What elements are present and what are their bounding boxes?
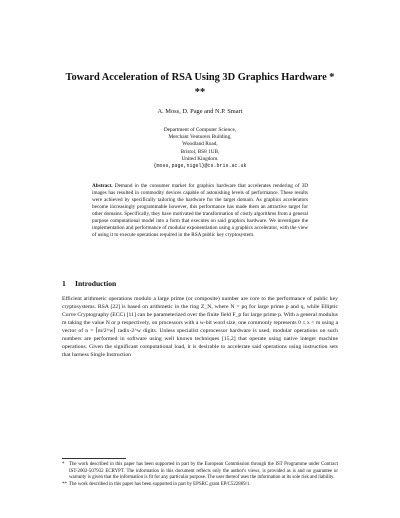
footnotes xyxy=(62,462,338,489)
abstract-text: Demand in the consumer market for graphics hardware that accelerates rendering of 3D images has resulted in commodity devices capable of astonishing levels of performance. These results were achieved by specifically tailoring the hardware for the target domain. As graphics accelerators become increasingly programmable however, this performance has made them an attractive target for other domains. Specifically, they have motivated the transformation of costly algorithms from a general purpose computational model into a form that executes on said graphics hardware. We investigate the implementation and performance of modular exponentiation using a graphics accelerator, with the view of using it to execute operations required in the RSA public key cryptosystem. xyxy=(92,183,309,239)
footnote-text: The work described in this paper has been supported in part by the European Commission through the IST Programme under Contract IST-2002-507932 ECRYPT. The information in this document reflects only the author's views, is provided as is and no guarantee or warranty is given that the information is fit for any particular purpose. The user thereof uses the information at its sole risk and liability. xyxy=(69,462,338,481)
affiliation-line: Bristol, BS8 1UB, xyxy=(180,148,220,155)
affiliation-line: Woodland Road, xyxy=(182,141,218,148)
abstract xyxy=(92,183,308,239)
abstract-label: Abstract. xyxy=(92,183,113,189)
affiliation-line: Merchant Venturers Building, xyxy=(168,134,232,141)
footnote-divider xyxy=(62,458,126,459)
affiliation-line: Department of Computer Science, xyxy=(163,127,237,133)
affiliation-line: United Kingdom. xyxy=(181,155,219,162)
section-title: Introduction xyxy=(75,279,117,288)
author-list: A. Moss, D. Page and N.P. Smart xyxy=(157,108,243,115)
author-email: {moss,page,nigel}@cs.bris.ac.uk xyxy=(153,163,247,170)
section-number: 1 xyxy=(62,279,66,288)
footnote-text: The work described in this paper has been supported in part by EPSRC grant EP/C522869/1. xyxy=(69,482,251,488)
introduction-paragraph: Efficient arithmetic operations modulo a large prime (or composite) number are core to the performance of public key cryptosystems. RSA [22] is based on arithmetic in the ring Z_N, where N = pq for large prime p and q, while Elliptic Curve Cryptography (ECC) [11] can be parameterized over the finite field F_p for large prime p. With a general modulus m taking the value N or p respectively, on processors with a w-bit word size, one commonly represents 0 ≤ x < m using a vector of n = ⌈m/2^w⌉ radix-2^w digits. Unless specialist coprocessor hardware is used, modular operations on such numbers are performed in software using well known techniques [15,2] that operate using native integer machine operations. Given the significant computational load, it is desirable to accelerate said operations using instruction sets that harness Single Instruction xyxy=(62,296,338,358)
affiliation-block xyxy=(60,127,340,170)
paper-title: Toward Acceleration of RSA Using 3D Graphics Hardware * ** xyxy=(65,72,335,98)
footnote-mark: ** xyxy=(62,482,67,488)
footnote-mark: * xyxy=(62,462,65,467)
footnote xyxy=(62,462,338,482)
section-heading xyxy=(62,279,116,288)
footnote xyxy=(62,482,338,489)
